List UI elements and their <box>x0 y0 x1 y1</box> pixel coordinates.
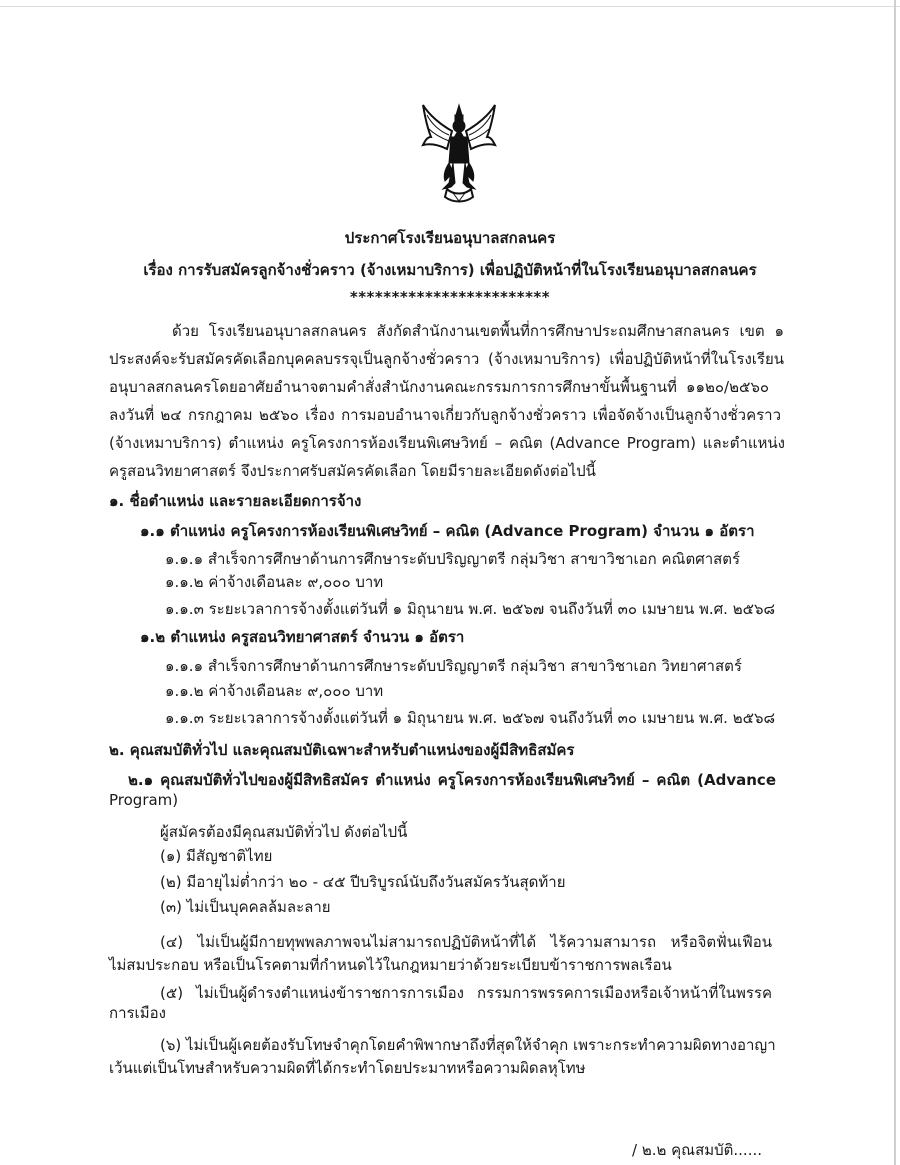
position-2-item-1: ๑.๑.๑ สำเร็จการศึกษาด้านการศึกษาระดับปริญญาตรี กลุ่มวิชา สาขาวิชาเอก วิทยาศาสตร์ <box>165 657 742 675</box>
section-1-heading: ๑. ชื่อตำแหน่ง และรายละเอียดการจ้าง <box>109 492 362 510</box>
position-2-heading: ๑.๒ ตำแหน่ง ครูสอนวิทยาศาสตร์ จำนวน ๑ อัตรา <box>140 628 465 646</box>
qualification-item-3: (๓) ไม่เป็นบุคคลล้มละลาย <box>160 898 331 916</box>
qualification-item-4-line-1: (๔) ไม่เป็นผู้มีกายทุพพลภาพจนไม่สามารถปฏิบัติหน้าที่ได้ ไร้ความสามารถ หรือจิตฟั่นเฟือน <box>160 933 772 951</box>
garuda-emblem-icon <box>419 103 499 205</box>
qualification-item-5-line-1: (๕) ไม่เป็นผู้ดำรงตำแหน่งข้าราชการการเมือง กรรมการพรรคการเมืองหรือเจ้าหน้าที่ในพรรค <box>160 984 772 1002</box>
qualification-2-1-line-1: ๒.๑ คุณสมบัติทั่วไปของผู้มีสิทธิสมัคร ตำแหน่ง ครูโครงการห้องเรียนพิเศษวิทย์ – คณิต (Advance <box>128 771 776 789</box>
qualification-lead: ผู้สมัครต้องมีคุณสมบัติทั่วไป ดังต่อไปนี้ <box>160 823 408 841</box>
qualification-item-5-line-2: การเมือง <box>109 1004 166 1022</box>
qualification-2-1-line-2: Program) <box>109 791 179 809</box>
announcement-title: ประกาศโรงเรียนอนุบาลสกลนคร <box>344 229 556 247</box>
position-1-item-2: ๑.๑.๒ ค่าจ้างเดือนละ ๙,๐๐๐ บาท <box>165 573 384 591</box>
position-2-item-2: ๑.๑.๒ ค่าจ้างเดือนละ ๙,๐๐๐ บาท <box>165 682 384 700</box>
continuation-note: / ๒.๒ คุณสมบัติ...... <box>632 1141 762 1159</box>
scan-edge-right <box>894 0 896 1165</box>
intro-line-2: ประสงค์จะรับสมัครคัดเลือกบุคคลบรรจุเป็นลูกจ้างชั่วคราว (จ้างเหมาบริการ) เพื่อปฏิบัติหน้าที่ในโรงเรียน <box>109 350 784 368</box>
section-2-heading: ๒. คุณสมบัติทั่วไป และคุณสมบัติเฉพาะสำหรับตำแหน่งของผู้มีสิทธิสมัคร <box>109 741 575 759</box>
qualification-item-2: (๒) มีอายุไม่ต่ำกว่า ๒๐ - ๔๕ ปีบริบูรณ์นับถึงวันสมัครวันสุดท้าย <box>160 873 566 891</box>
qualification-item-6-line-2: เว้นแต่เป็นโทษสำหรับความผิดที่ได้กระทำโดยประมาทหรือความผิดลหุโทษ <box>109 1059 586 1077</box>
qualification-item-4-line-2: ไม่สมประกอบ หรือเป็นโรคตามที่กำหนดไว้ในกฎหมายว่าด้วยระเบียบข้าราชการพลเรือน <box>109 956 672 974</box>
position-1-item-3: ๑.๑.๓ ระยะเวลาการจ้างตั้งแต่วันที่ ๑ มิถุนายน พ.ศ. ๒๕๖๗ จนถึงวันที่ ๓๐ เมษายน พ.ศ. ๒๕๖๘ <box>165 600 776 618</box>
intro-line-4: ลงวันที่ ๒๔ กรกฎาคม ๒๕๖๐ เรื่อง การมอบอำนาจเกี่ยวกับลูกจ้างชั่วคราว เพื่อจัดจ้างเป็นลูกจ้างชั่วคราว <box>109 406 781 424</box>
qualification-item-1: (๑) มีสัญชาติไทย <box>160 847 273 865</box>
position-1-heading: ๑.๑ ตำแหน่ง ครูโครงการห้องเรียนพิเศษวิทย์ – คณิต (Advance Program) จำนวน ๑ อัตรา <box>140 522 755 540</box>
scan-edge-top <box>0 6 900 7</box>
intro-line-3: อนุบาลสกลนครโดยอาศัยอำนาจตามคำสั่งสำนักงานคณะกรรมการการศึกษาขั้นพื้นฐานที่ ๑๑๒๐/๒๕๖๐ <box>109 378 769 396</box>
intro-line-5: (จ้างเหมาบริการ) ตำแหน่ง ครูโครงการห้องเรียนพิเศษวิทย์ – คณิต (Advance Program) และตำแหน่ง <box>109 434 785 452</box>
announcement-subject: เรื่อง การรับสมัครลูกจ้างชั่วคราว (จ้างเหมาบริการ) เพื่อปฏิบัติหน้าที่ในโรงเรียนอนุบาลสกลนคร <box>143 261 757 279</box>
position-2-item-3: ๑.๑.๓ ระยะเวลาการจ้างตั้งแต่วันที่ ๑ มิถุนายน พ.ศ. ๒๕๖๗ จนถึงวันที่ ๓๐ เมษายน พ.ศ. ๒๕๖๘ <box>165 709 776 727</box>
intro-line-1: ด้วย โรงเรียนอนุบาลสกลนคร สังกัดสำนักงานเขตพื้นที่การศึกษาประถมศึกษาสกลนคร เขต ๑ <box>172 322 784 340</box>
separator-line: ************************ <box>349 288 551 306</box>
intro-line-6: ครูสอนวิทยาศาสตร์ จึงประกาศรับสมัครคัดเลือก โดยมีรายละเอียดดังต่อไปนี้ <box>109 462 596 480</box>
qualification-item-6-line-1: (๖) ไม่เป็นผู้เคยต้องรับโทษจำคุกโดยคำพิพากษาถึงที่สุดให้จำคุก เพราะกระทำความผิดทางอาญา <box>160 1036 776 1054</box>
position-1-item-1: ๑.๑.๑ สำเร็จการศึกษาด้านการศึกษาระดับปริญญาตรี กลุ่มวิชา สาขาวิชาเอก คณิตศาสตร์ <box>165 550 741 568</box>
